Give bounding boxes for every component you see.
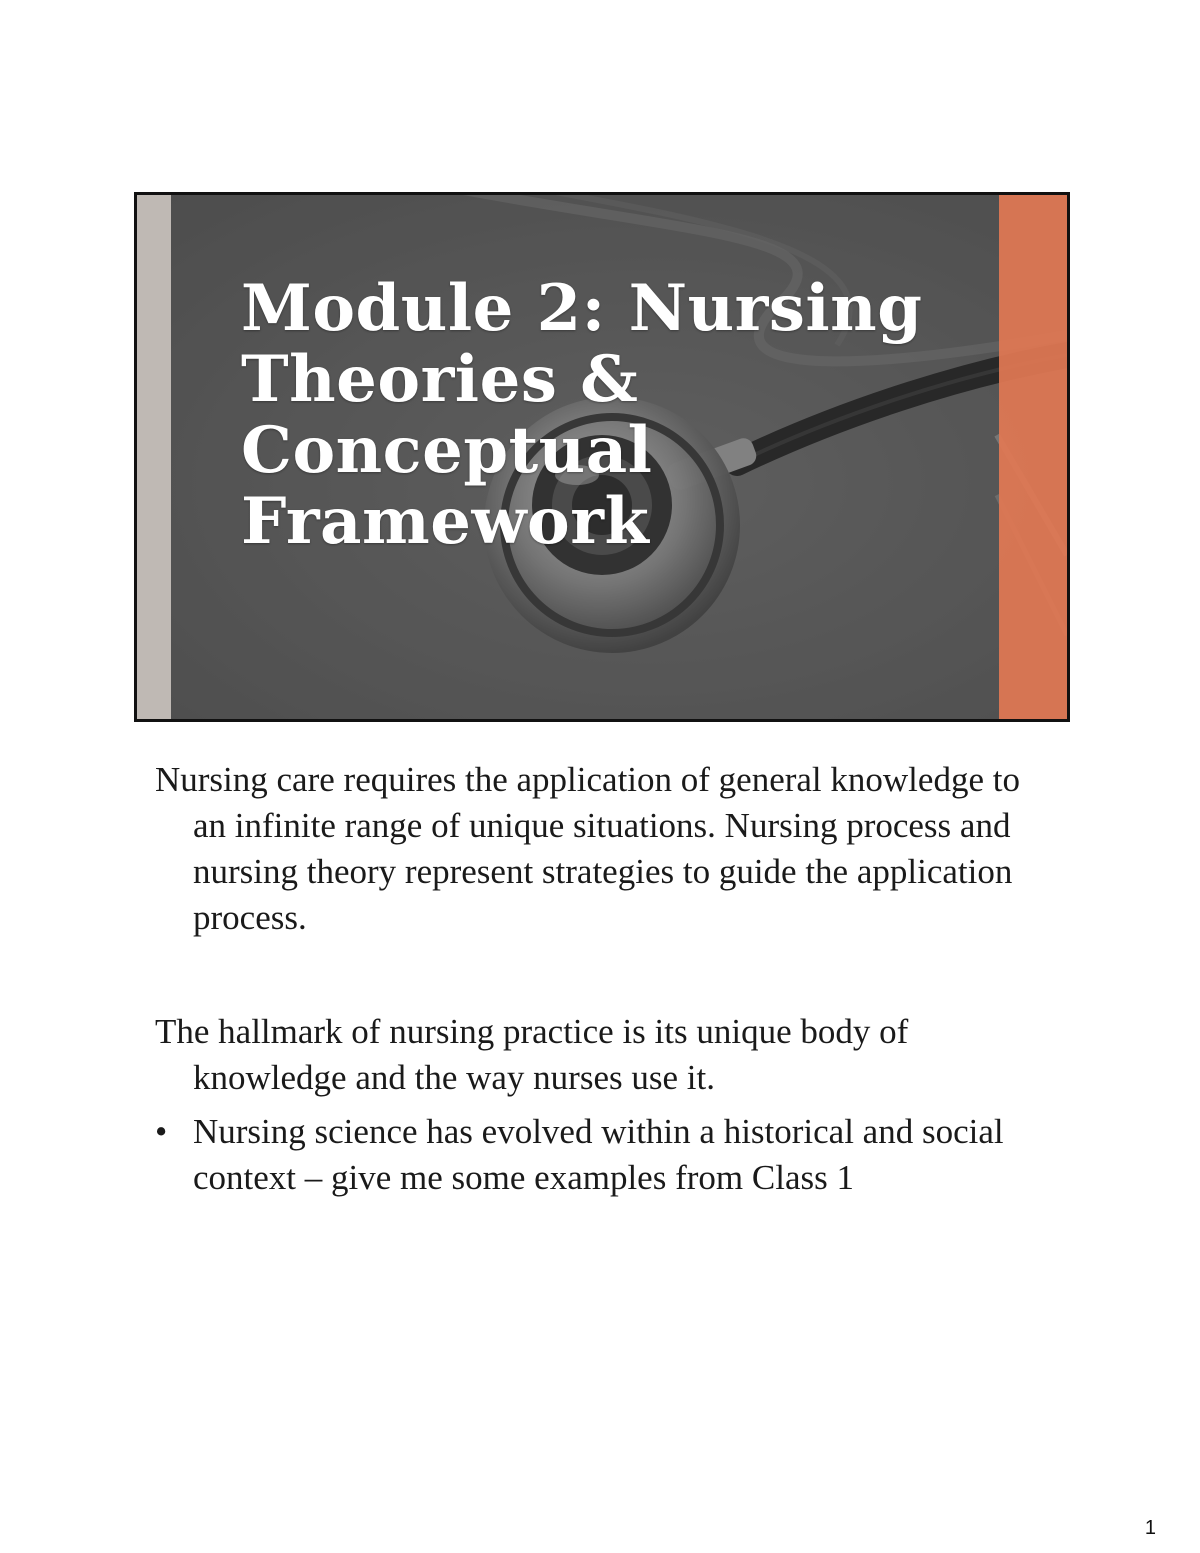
- slide-title-line: Conceptual: [241, 413, 653, 488]
- bullet-marker-icon: •: [155, 1112, 168, 1151]
- page-number: 1: [1144, 1517, 1156, 1539]
- slide-left-accent-bar: [137, 195, 171, 719]
- slide-title: [241, 273, 961, 557]
- slide-title-line: Theories &: [241, 342, 639, 417]
- slide-title-line: Framework: [241, 484, 650, 559]
- notes-bullet-item: [155, 1109, 1055, 1201]
- slide-title-line: Module 2: Nursing: [241, 271, 923, 346]
- slide-right-accent-bar: [999, 195, 1067, 719]
- notes-paragraph: Nursing care requires the application of general knowledge to an infinite range of unique situations. Nursing process and nursing theory represent strategies to guide the application process.: [155, 760, 1020, 937]
- slide-notes: [155, 757, 1055, 1201]
- notes-paragraph: The hallmark of nursing practice is its unique body of knowledge and the way nurses use it.: [155, 1012, 909, 1097]
- slide-thumbnail: [134, 192, 1070, 722]
- bullet-text: Nursing science has evolved within a historical and social context – give me some examples from Class 1: [193, 1112, 1004, 1197]
